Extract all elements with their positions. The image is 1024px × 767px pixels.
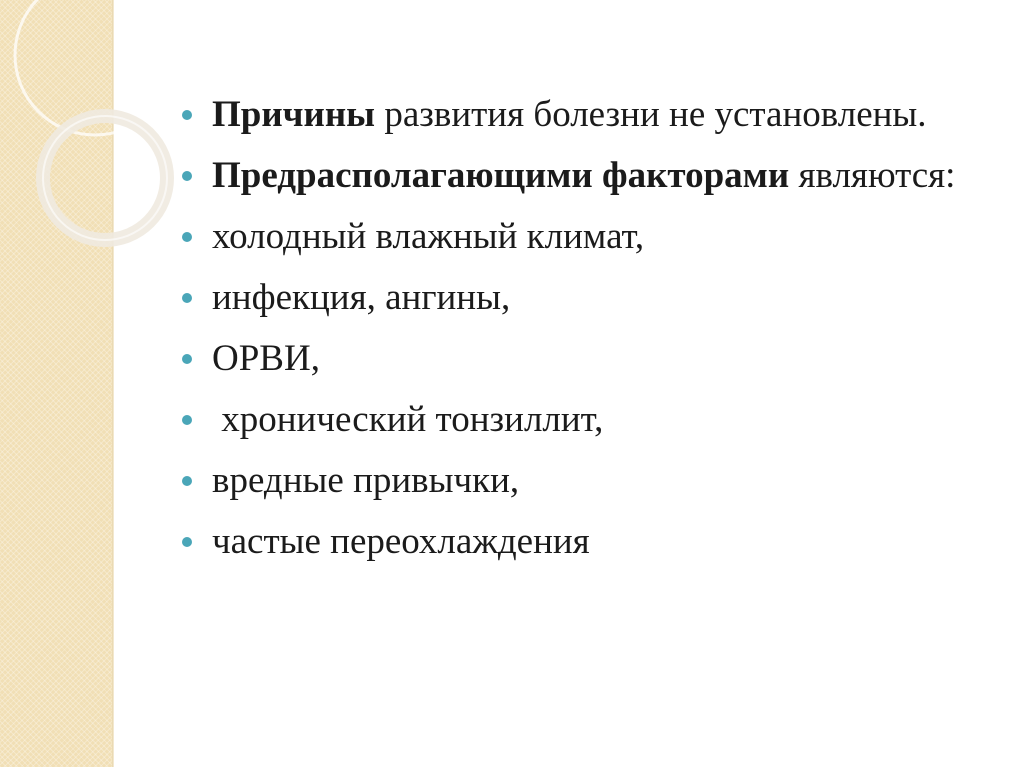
decorative-rings bbox=[0, 0, 200, 260]
item-text: вредные привычки, bbox=[212, 460, 520, 501]
bullet-list bbox=[182, 86, 982, 570]
bullet-dot bbox=[182, 354, 192, 364]
item-text: являются: bbox=[789, 155, 956, 196]
list-item bbox=[182, 147, 982, 204]
item-bold-text: Причины bbox=[212, 94, 376, 135]
list-item bbox=[182, 86, 982, 143]
item-text: ОРВИ, bbox=[212, 338, 320, 379]
item-text: частые переохлаждения bbox=[212, 521, 590, 562]
item-text: хронический тонзиллит, bbox=[212, 399, 604, 440]
bullet-dot bbox=[182, 537, 192, 547]
item-text: холодный влажный климат, bbox=[212, 216, 645, 257]
list-item bbox=[182, 452, 982, 509]
bullet-dot bbox=[182, 293, 192, 303]
item-bold-text: Предрасполагающими факторами bbox=[212, 155, 790, 196]
list-item bbox=[182, 513, 982, 570]
list-item bbox=[182, 330, 982, 387]
bullet-dot bbox=[182, 415, 192, 425]
bullet-dot bbox=[182, 110, 192, 120]
list-item bbox=[182, 391, 982, 448]
item-text: инфекция, ангины, bbox=[212, 277, 511, 318]
item-text: развития болезни не установлены. bbox=[375, 94, 927, 135]
list-item bbox=[182, 208, 982, 265]
list-item bbox=[182, 269, 982, 326]
bullet-dot bbox=[182, 476, 192, 486]
bullet-dot bbox=[182, 171, 192, 181]
bullet-dot bbox=[182, 232, 192, 242]
